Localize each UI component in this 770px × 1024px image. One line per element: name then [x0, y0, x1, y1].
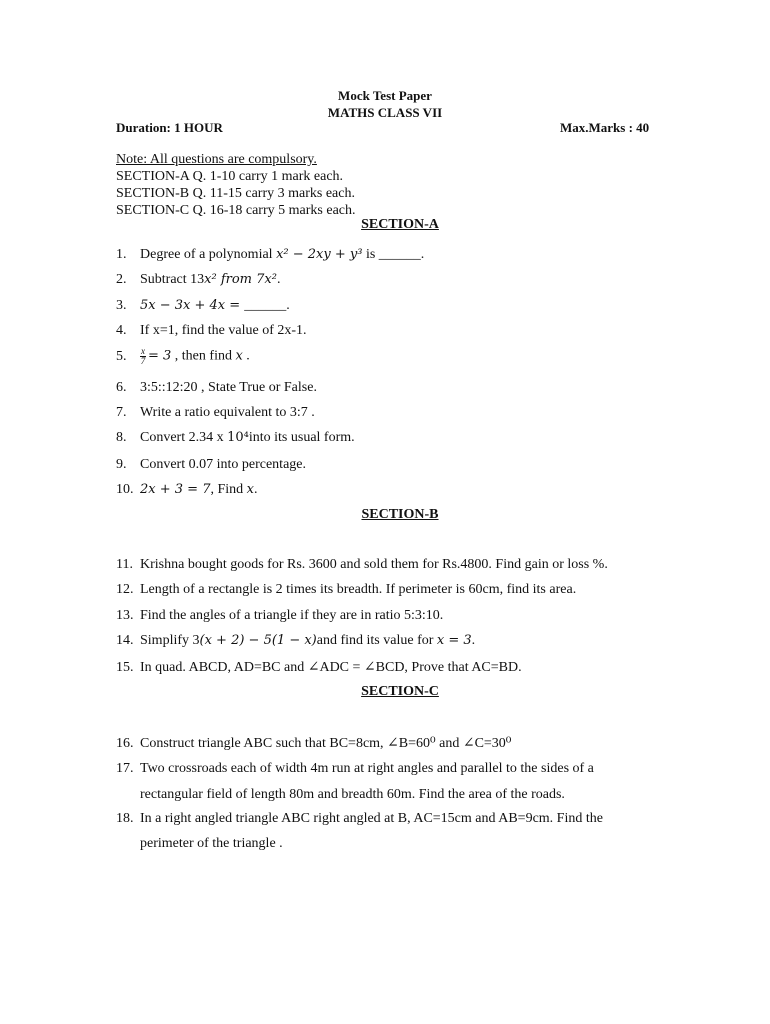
- question-6: [116, 380, 317, 396]
- question-number: 11.: [116, 557, 133, 572]
- question-number: 7.: [116, 405, 127, 420]
- question-text: into its usual form.: [248, 430, 355, 445]
- question-text: Simplify 3: [140, 633, 200, 648]
- question-number: 9.: [116, 457, 127, 472]
- question-18-continuation: perimeter of the triangle .: [140, 836, 283, 851]
- question-text: Find the angles of a triangle if they are in ratio 5:3:10.: [140, 608, 444, 623]
- math-expression: x² − 2xy + y³: [276, 247, 363, 262]
- math-expression: x² from 7x²: [204, 272, 277, 287]
- question-number: 13.: [116, 608, 134, 623]
- question-number: 17.: [116, 761, 134, 776]
- question-text: Convert 0.07 into percentage.: [140, 457, 307, 472]
- question-15: [116, 659, 522, 676]
- math-expression: x: [246, 482, 254, 497]
- question-number: 14.: [116, 633, 134, 648]
- paper-title: Mock Test Paper: [338, 88, 432, 103]
- question-number: 16.: [116, 736, 134, 751]
- question-text: .: [254, 482, 258, 497]
- paper-subtitle: MATHS CLASS VII: [327, 105, 443, 120]
- fraction-numerator: x: [141, 346, 145, 356]
- question-text: and find its value for: [316, 633, 437, 648]
- note-line: SECTION-C Q. 16-18 carry 5 marks each.: [116, 203, 356, 218]
- question-text: Degree of a polynomial: [140, 247, 277, 262]
- section-b-heading: SECTION-B: [361, 507, 439, 522]
- question-16: [116, 735, 511, 752]
- question-text: , Find: [210, 482, 247, 497]
- question-5: [116, 347, 250, 366]
- question-9: [116, 457, 306, 473]
- question-text: In a right angled triangle ABC right angled at B, AC=15cm and AB=9cm. Find the: [140, 811, 603, 826]
- question-1: [116, 247, 424, 263]
- question-text: .: [276, 272, 281, 287]
- question-17: [116, 761, 594, 777]
- question-text: ______.: [244, 298, 290, 313]
- instructions: [116, 151, 356, 219]
- question-text: Convert 2.34 x: [140, 430, 228, 445]
- math-expression: 2x + 3 = 7: [140, 482, 211, 497]
- question-14: [116, 633, 475, 649]
- question-text: .: [242, 348, 250, 364]
- question-text: Subtract 13: [140, 272, 205, 287]
- question-number: 10.: [116, 482, 134, 497]
- question-8: [116, 430, 355, 446]
- question-4: [116, 323, 307, 339]
- question-text: Write a ratio equivalent to 3:7 .: [140, 405, 315, 420]
- question-text: Two crossroads each of width 4m run at right angles and parallel to the sides of a: [140, 761, 594, 776]
- math-expression: 5x − 3x + 4x =: [140, 298, 245, 313]
- question-13: [116, 608, 443, 624]
- question-text: Krishna bought goods for Rs. 3600 and sold them for Rs.4800. Find gain or loss %.: [140, 557, 608, 572]
- question-number: 6.: [116, 380, 127, 395]
- question-text: , then find: [171, 348, 236, 364]
- note-line: Note: All questions are compulsory.: [116, 152, 317, 167]
- question-number: 4.: [116, 323, 127, 338]
- question-text: Length of a rectangle is 2 times its breadth. If perimeter is 60cm, find its area.: [140, 582, 577, 597]
- question-text: Construct triangle ABC such that BC=8cm, ∠B=60⁰ and ∠C=30⁰: [140, 736, 512, 751]
- question-11: [116, 557, 608, 573]
- question-number: 3.: [116, 298, 127, 313]
- question-18: [116, 811, 603, 827]
- question-text: .: [471, 633, 476, 648]
- duration-label: Duration: 1 HOUR: [116, 120, 223, 135]
- fraction-denominator: 7: [140, 356, 146, 366]
- section-a-heading: SECTION-A: [361, 217, 439, 232]
- question-text: If x=1, find the value of 2x-1.: [140, 323, 307, 338]
- max-marks-label: Max.Marks : 40: [560, 120, 650, 135]
- question-number: 8.: [116, 430, 127, 445]
- question-12: [116, 582, 576, 598]
- math-expression: (x + 2) − 5(1 − x): [199, 633, 317, 648]
- note-line: SECTION-B Q. 11-15 carry 3 marks each.: [116, 186, 355, 201]
- question-7: [116, 405, 315, 421]
- question-text: In quad. ABCD, AD=BC and ∠ADC = ∠BCD, Prove that AC=BD.: [140, 660, 522, 675]
- question-number: 15.: [116, 660, 134, 675]
- question-number: 2.: [116, 272, 127, 287]
- note-line: SECTION-A Q. 1-10 carry 1 mark each.: [116, 169, 344, 184]
- question-2: [116, 272, 280, 288]
- question-number: 1.: [116, 247, 127, 262]
- question-number: 18.: [116, 811, 134, 826]
- math-expression: x = 3: [436, 633, 472, 648]
- math-expression: 10⁴: [227, 430, 249, 445]
- question-10: [116, 482, 258, 498]
- question-17-continuation: rectangular field of length 80m and breadth 60m. Find the area of the roads.: [140, 787, 565, 802]
- question-number: 5.: [116, 348, 127, 364]
- question-3: [116, 298, 290, 314]
- section-c-heading: SECTION-C: [361, 684, 439, 699]
- fraction: [140, 347, 146, 366]
- math-expression: x: [235, 348, 243, 364]
- math-expression: = 3: [148, 348, 172, 364]
- question-text: 3:5::12:20 , State True or False.: [140, 380, 317, 395]
- question-number: 12.: [116, 582, 134, 597]
- question-text: is ______.: [362, 247, 425, 262]
